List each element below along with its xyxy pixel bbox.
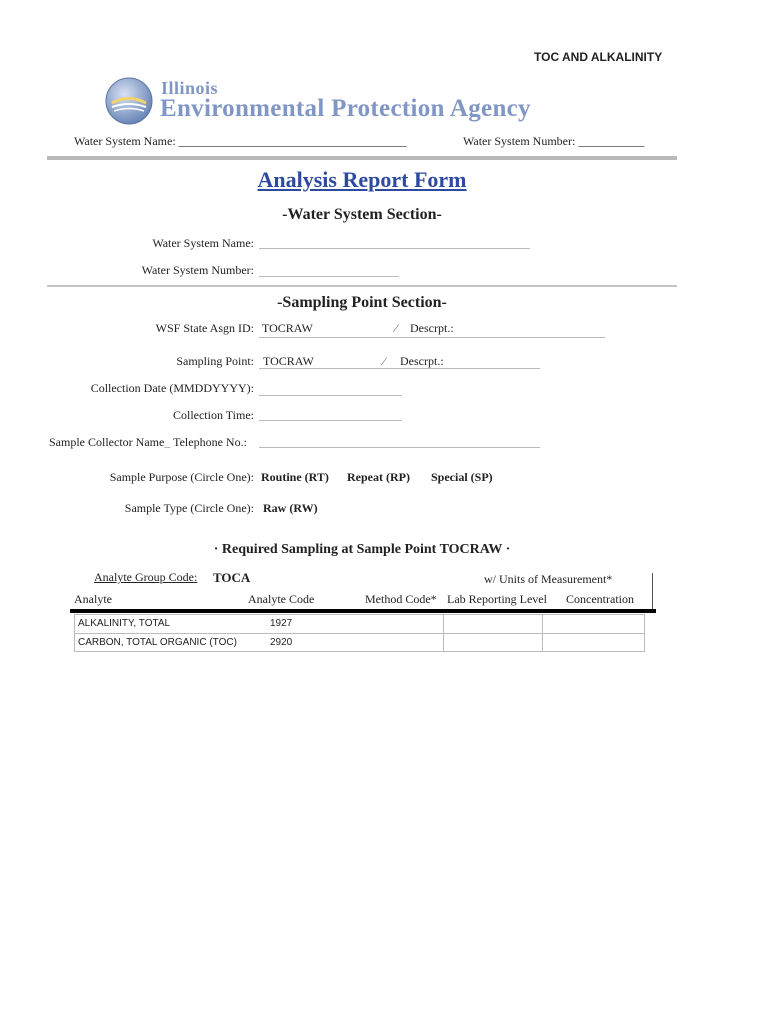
water-system-number-label: Water System Number:: [141, 263, 254, 277]
concentration-cell-toc[interactable]: [543, 634, 643, 650]
wsf-state-id-label: WSF State Asgn ID:: [155, 321, 254, 335]
form-title: Analysis Report Form: [257, 167, 467, 192]
water-system-number-field[interactable]: [259, 262, 399, 277]
table-row-analyte: CARBON, TOTAL ORGANIC (TOC): [78, 637, 237, 648]
type-raw-option[interactable]: Raw (RW): [263, 501, 318, 515]
slash-separator: ⁄: [395, 321, 398, 335]
sampling-point-field[interactable]: [259, 354, 540, 369]
analyte-table: [74, 614, 645, 652]
column-method-code: Method Code*: [365, 592, 437, 606]
water-system-name-label: Water System Name:: [152, 236, 254, 250]
purpose-special-option[interactable]: Special (SP): [431, 470, 493, 484]
wsf-descrpt-label: Descrpt.:: [410, 321, 454, 335]
collection-time-field[interactable]: [259, 406, 402, 421]
units-of-measurement-header: w/ Units of Measurement*: [484, 572, 613, 586]
telephone-label: Telephone No.:: [173, 435, 247, 449]
collection-time-label: Collection Time:: [172, 408, 254, 422]
logo-agency-name: Environmental Protection Agency: [160, 95, 531, 122]
sampling-point-section-heading: -Sampling Point Section-: [277, 294, 447, 311]
table-header-rule: [70, 609, 656, 613]
collection-date-field[interactable]: [259, 381, 402, 396]
section-divider: [47, 285, 677, 287]
sp-descrpt-label: Descrpt.:: [400, 354, 444, 368]
header-divider: [47, 156, 677, 160]
sampling-point-value: TOCRAW: [263, 354, 314, 368]
logo-state-name: Illinois: [161, 78, 219, 98]
method-code-cell-toc[interactable]: [444, 634, 541, 650]
collector-telephone-label: Sample Collector Name_ Telephone No.:: [49, 435, 247, 449]
collector-telephone-field[interactable]: [259, 433, 540, 448]
slash-separator: ⁄: [383, 354, 386, 368]
purpose-repeat-option[interactable]: Repeat (RP): [347, 470, 410, 484]
collection-date-label: Collection Date (MMDDYYYY):: [90, 381, 254, 395]
epa-seal-icon: [104, 76, 154, 126]
purpose-routine-option[interactable]: Routine (RT): [261, 470, 329, 484]
sample-type-label: Sample Type (Circle One):: [124, 501, 254, 515]
concentration-cell-alkalinity[interactable]: [543, 616, 643, 632]
analyte-group-code-value: TOCA: [213, 570, 251, 585]
method-code-cell-alkalinity[interactable]: [444, 616, 541, 632]
header-water-system-name: Water System Name: ______________________________________: [74, 134, 407, 148]
sample-purpose-label: Sample Purpose (Circle One):: [109, 470, 254, 484]
document-code-title: TOC AND ALKALINITY: [534, 50, 663, 64]
analyte-group-code-label: Analyte Group Code:: [94, 570, 198, 584]
wsf-state-id-value: TOCRAW: [262, 321, 313, 335]
water-system-name-field[interactable]: [259, 234, 530, 249]
header-water-system-number: Water System Number: ___________: [463, 134, 645, 148]
table-row-code: 2920: [270, 637, 293, 648]
sample-collector-name-label: Sample Collector Name: [49, 435, 165, 449]
header-vertical-rule: [652, 573, 653, 609]
table-row-analyte: ALKALINITY, TOTAL: [78, 618, 171, 629]
sampling-point-label: Sampling Point:: [176, 354, 254, 368]
required-sampling-heading: · Required Sampling at Sample Point TOCRAW ·: [213, 542, 511, 557]
water-system-section-heading: -Water System Section-: [282, 206, 442, 223]
column-concentration: Concentration: [566, 592, 634, 606]
table-row-code: 1927: [270, 618, 293, 629]
column-analyte-code: Analyte Code: [248, 592, 315, 606]
column-analyte: Analyte: [74, 592, 112, 606]
wsf-state-id-field[interactable]: [259, 321, 605, 338]
column-lab-reporting-level: Lab Reporting Level: [447, 592, 547, 606]
